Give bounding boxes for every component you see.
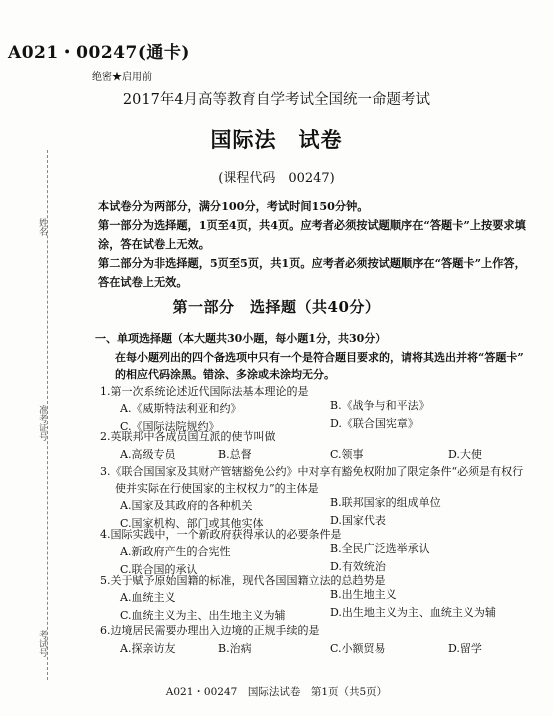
question-option: A.探亲访友	[120, 642, 176, 655]
question-option: D.《联合国宪章》	[330, 417, 419, 430]
question-stem: 1.第一次系统论述近代国际法基本理论的是	[100, 385, 309, 398]
question-option: D.留学	[448, 642, 482, 655]
question-stem: 3.《联合国国家及其财产管辖豁免公约》中对享有豁免权附加了限定条件“必须是有权行	[100, 465, 524, 478]
instruction-line: 答在试卷上无效。	[98, 275, 188, 289]
instruction-line: 第一部分为选择题，1页至4页，共4页。应考者必须按试题顺序在“答题卡”上按要求填	[98, 218, 526, 232]
question-option: B.总督	[218, 448, 252, 461]
instruction-line: 涂，答在试卷上无效。	[98, 237, 210, 251]
question-option: C.联合国的承认	[120, 563, 198, 576]
question-option: B.《战争与和平法》	[330, 399, 430, 412]
part-title: 第一部分 选择题（共40分）	[172, 298, 381, 316]
question-stem: 5.关于赋予原始国籍的标准，现代各国国籍立法的总趋势是	[100, 574, 386, 587]
course-code: (课程代码 00247)	[218, 171, 335, 186]
question-option: D.大使	[448, 448, 482, 461]
section-title: 一、单项选择题（本大题共30小题，每小题1分，共30分）	[95, 332, 387, 345]
side-label-ticket: 准考证号	[37, 405, 47, 441]
question-option: B.治病	[218, 642, 252, 655]
side-label-name: 姓名	[37, 218, 47, 236]
question-option: C.血统主义为主、出生地主义为辅	[120, 609, 286, 622]
question-option: A.《威斯特法利亚和约》	[120, 402, 242, 415]
side-label-exam: 考试号	[37, 630, 47, 657]
question-stem: 使并实际在行使国家的主权权力”的主体是	[115, 482, 319, 495]
question-stem: 6.边境居民需要办理出入边境的正规手续的是	[100, 624, 320, 637]
question-option: B.出生地主义	[330, 588, 397, 601]
question-option: C.小额贸易	[330, 642, 386, 655]
question-option: D.国家代表	[330, 514, 386, 527]
header-code: A021・00247(通卡)	[8, 43, 190, 63]
section-note: 在每小题列出的四个备选项中只有一个是符合题目要求的，请将其选出并将“答题卡”	[115, 351, 524, 364]
question-option: C.国家机构、部门或其他实体	[120, 517, 264, 530]
question-option: A.血统主义	[120, 591, 176, 604]
question-option: D.有效统治	[330, 560, 386, 573]
question-stem: 2.英联邦中各成员国互派的使节叫做	[100, 430, 276, 443]
question-option: A.高级专员	[120, 448, 176, 461]
question-option: D.出生地主义为主、血统主义为辅	[330, 606, 496, 619]
question-option: C.《国际法院规约》	[120, 420, 220, 433]
section-note: 的相应代码涂黑。错涂、多涂或未涂均无分。	[115, 368, 335, 381]
question-option: A.新政府产生的合宪性	[120, 545, 231, 558]
secret-mark: 绝密★启用前	[92, 72, 152, 83]
instruction-line: 本试卷分为两部分，满分100分，考试时间150分钟。	[98, 199, 369, 213]
question-option: C.领事	[330, 448, 364, 461]
question-stem: 4.国际实践中，一个新政府获得承认的必要条件是	[100, 528, 342, 541]
exam-line: 2017年4月高等教育自学考试全国统一命题考试	[122, 92, 431, 108]
question-option: A.国家及其政府的各种机关	[120, 499, 253, 512]
question-option: B.联邦国家的组成单位	[330, 496, 441, 509]
instruction-line: 第二部分为非选择题，5页至5页，共1页。应考者必须按试题顺序在“答题卡”上作答，	[98, 256, 526, 270]
paper-title: 国际法 试卷	[210, 127, 343, 152]
question-option: B.全民广泛选举承认	[330, 542, 430, 555]
page-footer: A021・00247 国际法试卷 第1页（共5页）	[165, 686, 388, 698]
